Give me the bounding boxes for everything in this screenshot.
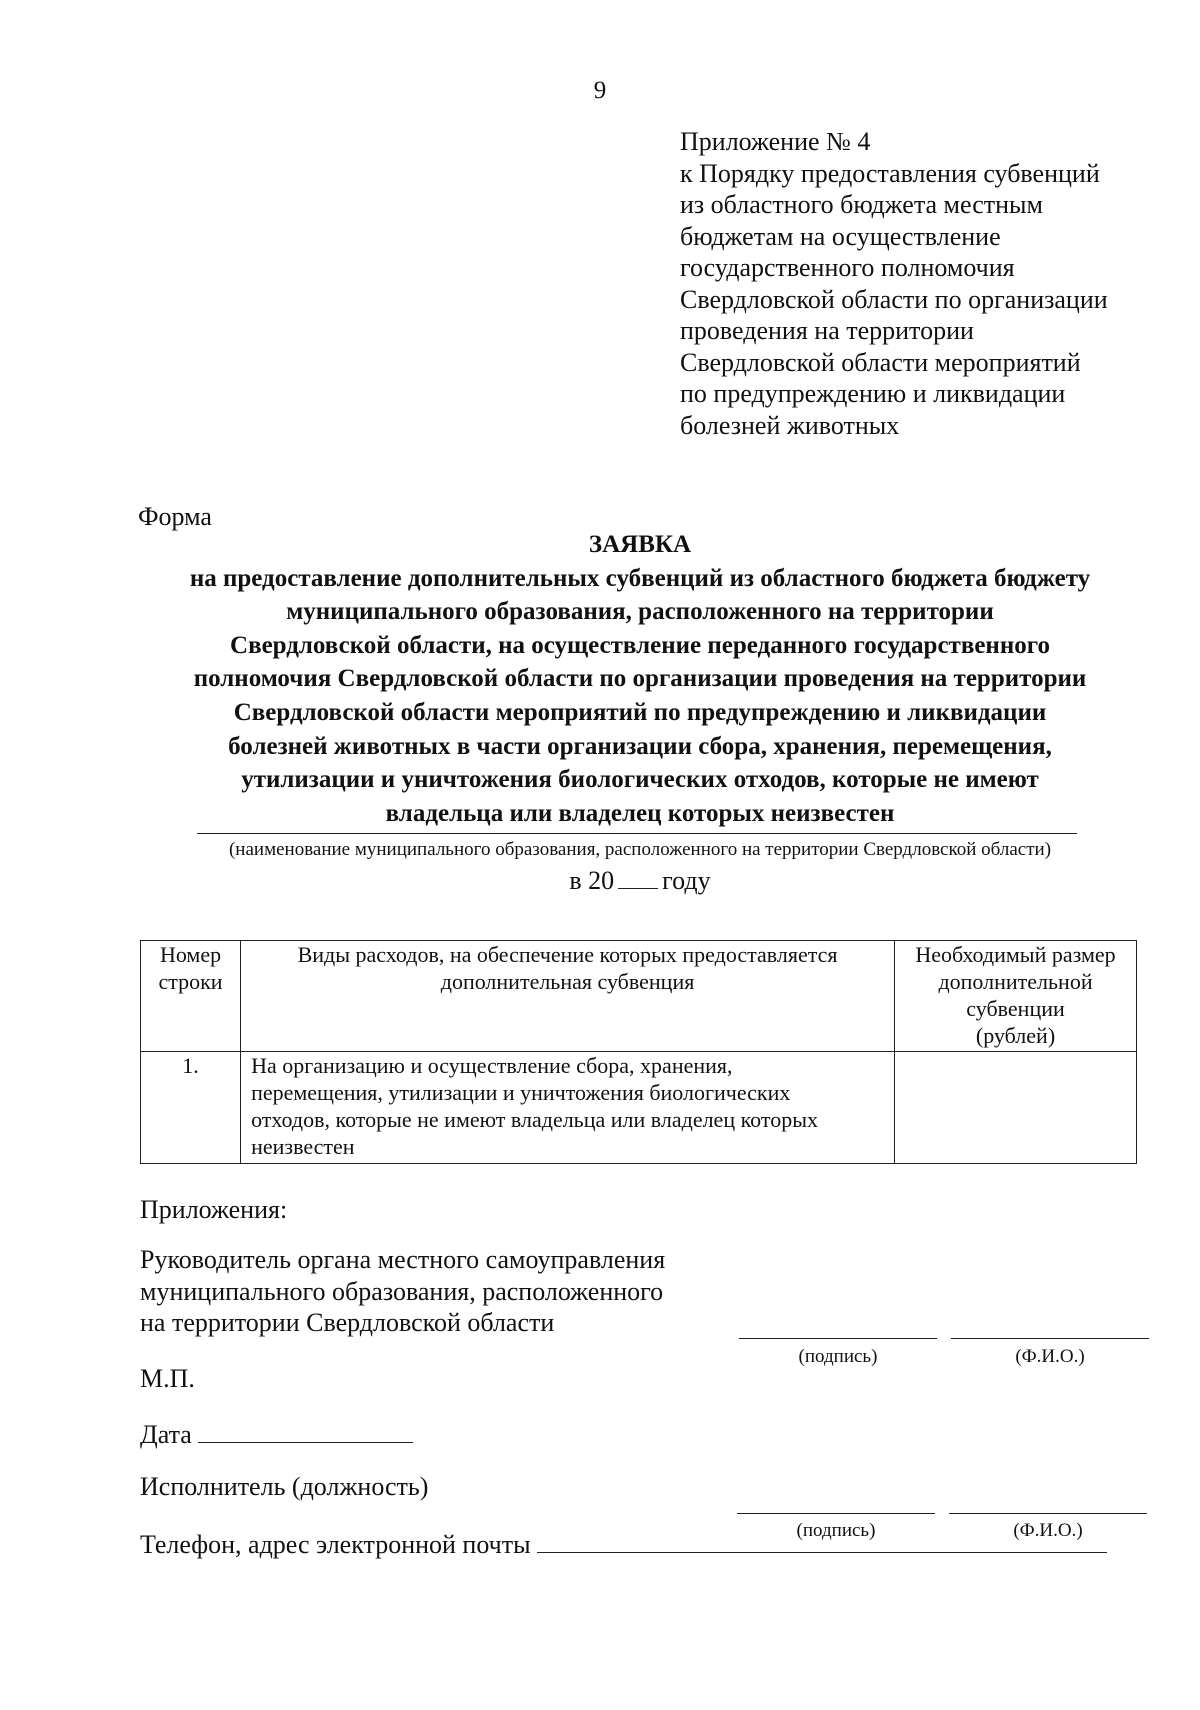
municipality-name-caption: (наименование муниципального образования, расположенного на территории Свердловской области) [228,839,1052,860]
header-expense-type [241,941,895,1052]
appendix-reference [680,126,1180,441]
year-field[interactable] [618,866,658,889]
phone-email-label: Телефон, адрес электронной почты [140,1530,531,1559]
description-line: неизвестен [251,1134,355,1159]
appendix-line: государственного полномочия [680,253,1015,282]
header-text: дополнительная субвенция [440,969,695,994]
title-heading: ЗАЯВКА [588,531,692,558]
expenses-table [140,940,1137,1164]
municipality-name-field[interactable] [197,833,1077,834]
expense-description-cell [241,1052,895,1164]
phone-email-row [140,1528,1107,1560]
head-signature-caption: (подпись) [798,1346,878,1367]
title-line: муниципального образования, расположенного на территории [286,598,994,626]
appendix-line: к Порядку предоставления субвенций [680,158,1100,188]
form-label: Форма [138,502,212,531]
header-text: Виды расходов, на обеспечение которых предоставляется [297,942,838,967]
executor-signature-field[interactable] [737,1513,935,1514]
date-label: Дата [140,1420,192,1449]
appendix-line: из областного бюджета местным [680,190,1043,219]
description-line: перемещения, утилизации и уничтожения биологических [251,1080,791,1105]
title-line: болезней животных в части организации сбора, хранения, перемещения, [228,732,1052,760]
executor-signature-caption: (подпись) [796,1520,876,1541]
row-number-cell: 1. [141,1052,241,1164]
header-row-number [141,941,241,1052]
appendix-line: Приложение № 4 [680,127,871,156]
title-line: Свердловской области, на осуществление переданного государственного [230,631,1050,659]
table-header-row [141,941,1137,1052]
head-fio-caption: (Ф.И.О.) [1015,1346,1085,1367]
year-row [140,866,1140,896]
head-line: Руководитель органа местного самоуправления [140,1245,666,1274]
header-text: (рублей) [975,1023,1056,1048]
head-line: муниципального образования, расположенного [140,1276,664,1306]
header-text: субвенции [966,996,1065,1021]
head-of-body-block [140,1244,665,1339]
year-prefix: в 20 [569,866,615,895]
header-text: Необходимый размер [915,942,1116,967]
amount-cell[interactable] [895,1052,1137,1164]
executor-fio-caption: (Ф.И.О.) [1013,1520,1083,1541]
head-fio-field[interactable] [951,1338,1149,1339]
stamp-label: М.П. [140,1364,195,1393]
page-number: 9 [593,77,607,104]
appendix-line: бюджетам на осуществление [680,221,1001,251]
appendix-line: Свердловской области по организации [680,284,1108,314]
executor-label: Исполнитель (должность) [140,1472,429,1501]
document-title [140,528,1140,830]
appendices-label: Приложения: [140,1195,288,1224]
title-line: на предоставление дополнительных субвенций из областного бюджета бюджету [189,564,1091,592]
description-line: отходов, которые не имеют владельца или владелец которых [251,1107,818,1132]
title-line: утилизации и уничтожения биологических отходов, которые не имеют [241,766,1039,794]
head-signature-field[interactable] [739,1338,937,1339]
header-text: строки [158,969,223,994]
date-row [140,1418,413,1450]
appendix-line: Свердловской области мероприятий [680,347,1081,377]
executor-fio-field[interactable] [949,1513,1147,1514]
appendix-line: по предупреждению и ликвидации [680,379,1066,408]
description-line: На организацию и осуществление сбора, хранения, [251,1053,733,1078]
title-line: Свердловской области мероприятий по предупреждению и ликвидации [233,698,1047,726]
year-suffix: году [662,866,711,895]
date-field[interactable] [198,1418,413,1443]
appendix-line: болезней животных [680,410,900,440]
appendix-line: проведения на территории [680,316,974,345]
header-text: дополнительной [938,969,1093,994]
title-line: полномочия Свердловской области по организации проведения на территории [193,665,1087,693]
table-row [141,1052,1137,1164]
title-line: владельца или владелец которых неизвестен [385,799,895,827]
head-line: на территории Свердловской области [140,1308,555,1337]
phone-email-field[interactable] [537,1528,1107,1553]
header-text: Номер [159,942,222,967]
header-required-amount [895,941,1137,1052]
